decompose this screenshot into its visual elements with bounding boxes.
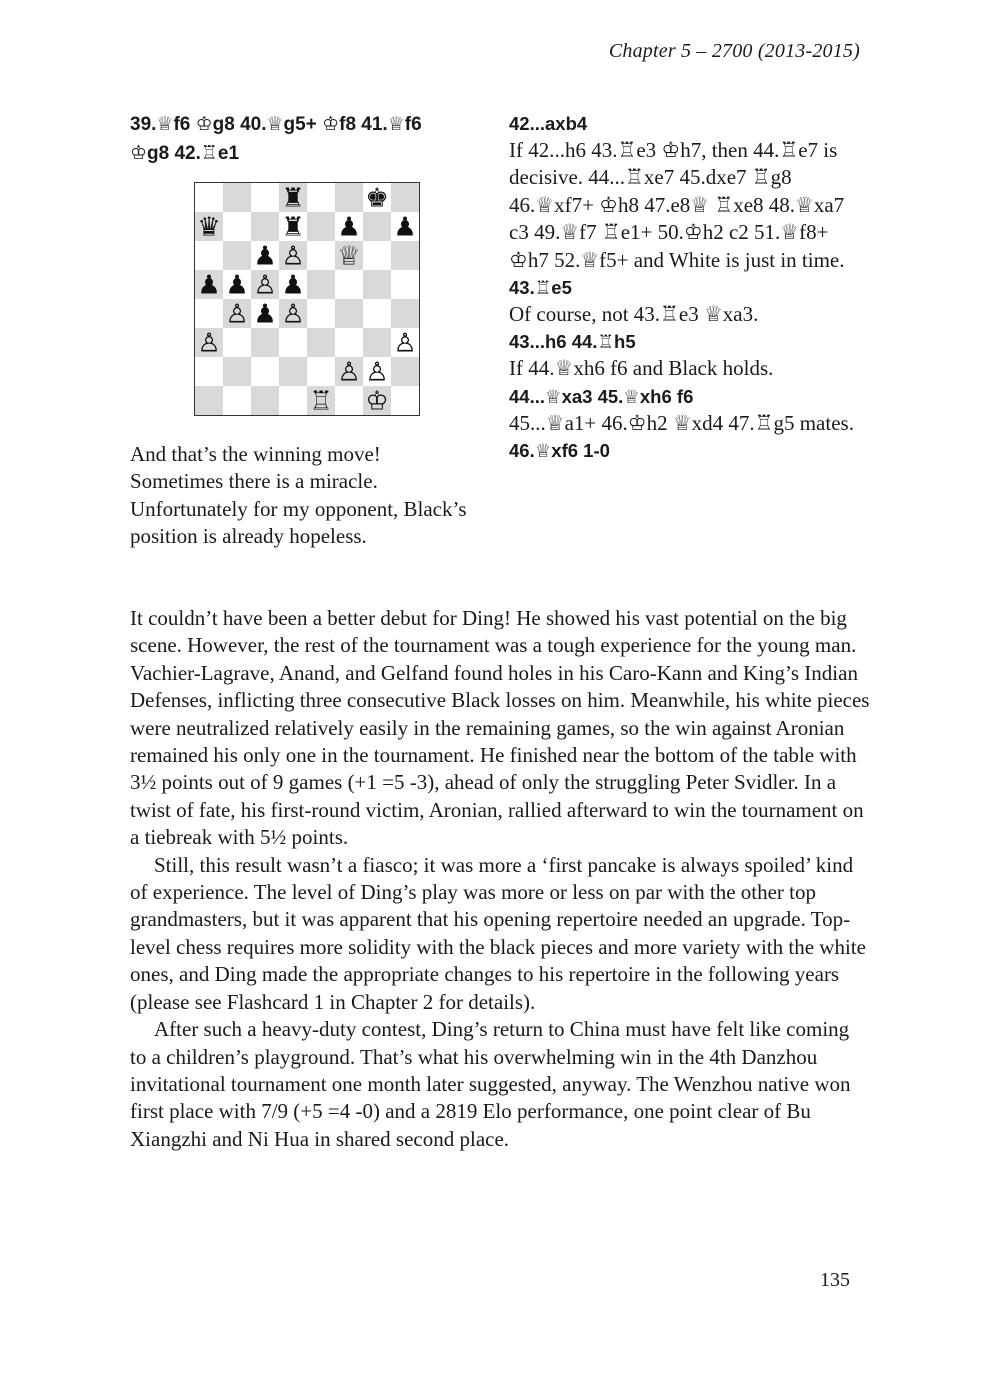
move-heading: 44...♕xa3 45.♕xh6 f6 bbox=[509, 385, 694, 407]
move-heading: 42...axb4 bbox=[509, 113, 588, 134]
light-square bbox=[223, 386, 251, 415]
chess-piece-white-c5: ♙ bbox=[253, 270, 277, 301]
light-square bbox=[307, 299, 335, 328]
light-square bbox=[223, 212, 251, 241]
chess-piece-white-d6: ♙ bbox=[281, 241, 305, 272]
dark-square bbox=[223, 241, 251, 270]
running-header: Chapter 5 – 2700 (2013-2015) bbox=[608, 40, 860, 62]
chess-piece-white-g1: ♔ bbox=[365, 386, 389, 416]
chess-piece-white-f2: ♙ bbox=[337, 357, 361, 388]
chess-piece-black-d8: ♜ bbox=[281, 183, 305, 214]
dark-square bbox=[307, 270, 335, 299]
right-column bbox=[509, 110, 869, 464]
dark-square bbox=[391, 183, 419, 212]
dark-square bbox=[363, 212, 391, 241]
annotation-text: Of course, not 43.♖e3 ♕xa3. bbox=[509, 302, 759, 327]
chess-piece-black-c6: ♟ bbox=[253, 241, 277, 272]
chess-piece-white-e1: ♖ bbox=[309, 386, 333, 416]
body-text bbox=[130, 605, 870, 1153]
light-square bbox=[195, 299, 223, 328]
body-paragraph-2: Still, this result wasn’t a fiasco; it was more a ‘first pancake is always spoiled’ kind of experience. The level of Ding’s play was more or less on par with the other top grandmasters, but it was apparent that his opening repertoire needed an upgrade. Top-level chess requires more solidity with the black pieces and more variety with the white ones, and Ding made the appropriate changes to his repertoire in the following years (please see Flashcard 1 in Chapter 2 for details). bbox=[130, 852, 866, 1014]
dark-square bbox=[307, 212, 335, 241]
light-square bbox=[307, 241, 335, 270]
dark-square bbox=[279, 357, 307, 386]
chess-piece-black-c4: ♟ bbox=[253, 299, 277, 330]
chess-piece-white-a3: ♙ bbox=[197, 328, 221, 359]
move-heading: 43...h6 44.♖h5 bbox=[509, 331, 636, 353]
annotation-text: 45...♕a1+ 46.♔h2 ♕xd4 47.♖g5 mates. bbox=[509, 410, 854, 435]
dark-square bbox=[363, 270, 391, 299]
dark-square bbox=[335, 183, 363, 212]
dark-square bbox=[307, 328, 335, 357]
light-square bbox=[195, 241, 223, 270]
chess-piece-black-f7: ♟ bbox=[337, 212, 361, 243]
move-heading: 46.♕xf6 1-0 bbox=[509, 440, 610, 462]
move-line-2: ♔g8 42.♖e1 bbox=[130, 143, 240, 164]
page-number: 135 bbox=[820, 1269, 850, 1291]
chess-piece-black-g8: ♚ bbox=[365, 183, 389, 214]
chess-piece-white-b4: ♙ bbox=[225, 299, 249, 330]
chess-piece-white-f6: ♕ bbox=[337, 241, 361, 272]
move-line-1: 39.♕f6 ♔g8 40.♕g5+ ♔f8 41.♕f6 bbox=[130, 114, 422, 135]
body-paragraph-1: It couldn’t have been a better debut for Ding! He showed his vast potential on the big scene. However, the rest of the tournament was a tough experience for the young man. Vachier-Lagrave, Anand, and Gelfand found holes in his Caro-Kann and King’s Indian Defenses, inflicting three consecutive Black losses on him. Meanwhile, his white pieces were neutralized relatively easily in the remaining games, so the win against Aronian remained his only one in the tournament. He finished near the bottom of the table with 3½ points out of 9 games (+1 =5 -3), ahead of only the struggling Peter Svidler. In a twist of fate, his first-round victim, Aronian, rallied afterward to win the tournament on a tiebreak with 5½ points. bbox=[130, 606, 870, 850]
light-square bbox=[251, 183, 279, 212]
chess-piece-black-b5: ♟ bbox=[225, 270, 249, 301]
chess-piece-black-d5: ♟ bbox=[281, 270, 305, 301]
dark-square bbox=[223, 357, 251, 386]
left-column bbox=[130, 110, 475, 551]
dark-square bbox=[391, 357, 419, 386]
chess-diagram bbox=[194, 182, 420, 416]
light-square bbox=[391, 386, 419, 415]
light-square bbox=[195, 183, 223, 212]
light-square bbox=[223, 328, 251, 357]
light-square bbox=[363, 241, 391, 270]
chess-piece-black-d7: ♜ bbox=[281, 212, 305, 243]
chess-piece-black-a7: ♛ bbox=[197, 212, 221, 243]
light-square bbox=[279, 386, 307, 415]
dark-square bbox=[391, 299, 419, 328]
dark-square bbox=[223, 183, 251, 212]
diagram-caption: And that’s the winning move! Sometimes there is a miracle. Unfortunately for my opponent, Black’s position is already hopeless. bbox=[130, 442, 467, 549]
chess-piece-black-h7: ♟ bbox=[393, 212, 417, 243]
chess-piece-black-a5: ♟ bbox=[197, 270, 221, 301]
light-square bbox=[335, 386, 363, 415]
chess-piece-white-h3: ♙ bbox=[393, 328, 417, 359]
dark-square bbox=[391, 241, 419, 270]
dark-square bbox=[251, 212, 279, 241]
dark-square bbox=[251, 328, 279, 357]
chess-piece-white-g2: ♙ bbox=[365, 357, 389, 388]
light-square bbox=[335, 270, 363, 299]
light-square bbox=[335, 328, 363, 357]
dark-square bbox=[335, 299, 363, 328]
move-heading: 43.♖e5 bbox=[509, 277, 572, 299]
annotation-text: If 44.♕xh6 f6 and Black holds. bbox=[509, 356, 774, 381]
annotation-text: If 42...h6 43.♖e3 ♔h7, then 44.♖e7 is decisive. 44...♖xe7 45.dxe7 ♖g8 46.♕xf7+ ♔h8 47.e8♕ ♖xe8 48.♕xa7 c3 49.♕f7 ♖e1+ 50.♔h2 c2 51.♕f8+ ♔h7 52.♕f5+ and White is just in time. bbox=[509, 138, 845, 272]
light-square bbox=[307, 357, 335, 386]
light-square bbox=[279, 328, 307, 357]
dark-square bbox=[195, 386, 223, 415]
body-paragraph-3: After such a heavy-duty contest, Ding’s return to China must have felt like coming to a children’s playground. That’s what his overwhelming win in the 4th Danzhou invitational tournament one month later suggested, anyway. The Wenzhou native won first place with 7/9 (+5 =4 -0) and a 2819 Elo performance, one point clear of Bu Xiangzhi and Ni Hua in shared second place. bbox=[130, 1017, 851, 1151]
chess-piece-white-d4: ♙ bbox=[281, 299, 305, 330]
light-square bbox=[391, 270, 419, 299]
light-square bbox=[363, 299, 391, 328]
dark-square bbox=[363, 328, 391, 357]
light-square bbox=[307, 183, 335, 212]
light-square bbox=[251, 357, 279, 386]
chess-board bbox=[194, 182, 420, 416]
dark-square bbox=[251, 386, 279, 415]
light-square bbox=[195, 357, 223, 386]
